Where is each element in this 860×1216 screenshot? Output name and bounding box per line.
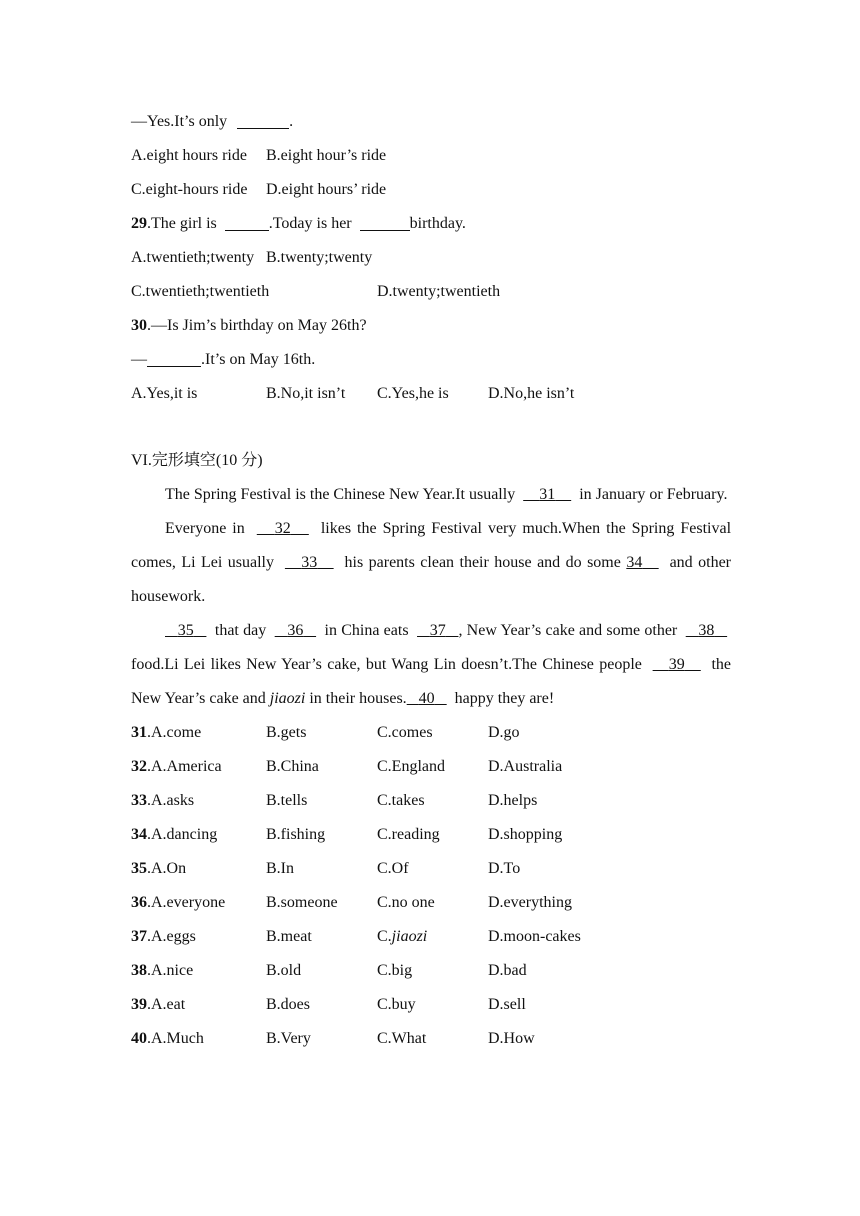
- q29-question: [131, 207, 731, 241]
- question-number: 33: [131, 792, 147, 809]
- passage-text: his parents clean their house and do some: [344, 554, 621, 571]
- passage-text: likes the Spring Festival very much.When the Spring: [320, 520, 675, 537]
- question-number: 34: [131, 826, 147, 843]
- question-number: 30: [131, 317, 147, 334]
- question-number: 29: [131, 215, 147, 232]
- option-a: .A.everyone: [147, 894, 226, 911]
- cloze-question-row: [131, 750, 731, 784]
- passage-text: and other housework.: [131, 554, 732, 605]
- passage-text: are!: [529, 690, 555, 707]
- q30-text: .—Is Jim’s birthday on May 26th?: [147, 317, 367, 334]
- option-a: .A.dancing: [147, 826, 218, 843]
- option-d: D.To: [488, 860, 521, 877]
- option-a: .A.America: [147, 758, 222, 775]
- cloze-question-row: [131, 988, 731, 1022]
- q29-option-d: D.twenty;twentieth: [377, 283, 501, 300]
- option-b: B.fishing: [266, 826, 326, 843]
- blank-32: [257, 520, 309, 537]
- question-number: 40: [131, 1030, 147, 1047]
- option-d: D.everything: [488, 894, 572, 911]
- blank-39: [653, 656, 701, 673]
- q28-options-row-1: [131, 139, 731, 173]
- blank-34: [626, 554, 658, 571]
- passage-text: food.Li Lei likes New Year’s cake, but Wang Lin doesn’t.The Chinese: [131, 656, 594, 673]
- cloze-questions: [131, 716, 731, 1056]
- cloze-question-row: [131, 886, 731, 920]
- q30-reply-line: [131, 343, 731, 377]
- option-d: D.moon-cakes: [488, 928, 581, 945]
- option-c: C.What: [377, 1030, 427, 1047]
- q30-blank: [147, 348, 201, 367]
- option-c: C.no one: [377, 894, 435, 911]
- q30-option-a: A.Yes,it is: [131, 385, 198, 402]
- worksheet-page: [131, 105, 731, 1056]
- option-d: D.shopping: [488, 826, 563, 843]
- q29-option-b: B.twenty;twenty: [266, 249, 373, 266]
- passage-text: Everyone in: [165, 520, 245, 537]
- blank-37: [417, 622, 458, 639]
- option-b: B.meat: [266, 928, 312, 945]
- question-number: 32: [131, 758, 147, 775]
- option-c: C.takes: [377, 792, 425, 809]
- q30-options-row: [131, 377, 731, 411]
- q28-option-d: D.eight hours’ ride: [266, 181, 387, 198]
- option-d: D.bad: [488, 962, 527, 979]
- option-c: C.England: [377, 758, 445, 775]
- cloze-question-row: [131, 852, 731, 886]
- option-b: B.someone: [266, 894, 338, 911]
- q30-option-d: D.No,he isn’t: [488, 385, 575, 402]
- q28-option-a: A.eight hours ride: [131, 147, 247, 164]
- passage-text: in January or: [579, 486, 663, 503]
- q28-reply-text: —Yes.It’s only: [131, 113, 228, 130]
- passage-text: the New Year’s cake and: [131, 656, 732, 707]
- blank-35: [165, 622, 206, 639]
- blank-40: [407, 690, 447, 707]
- option-c: C.buy: [377, 996, 416, 1013]
- q28-end: .: [289, 113, 294, 130]
- option-b: B.China: [266, 758, 319, 775]
- blank-31: [523, 486, 571, 503]
- passage-text: February.: [666, 486, 728, 503]
- cloze-question-row: [131, 954, 731, 988]
- option-d: D.How: [488, 1030, 535, 1047]
- passage-text: , New Year’s cake and some: [458, 622, 641, 639]
- passage-text: other: [644, 622, 678, 639]
- option-d: D.go: [488, 724, 520, 741]
- blank-39-number: 39: [668, 656, 685, 673]
- passage-text: that day: [214, 622, 267, 639]
- option-b: B.tells: [266, 792, 308, 809]
- option-b: B.Very: [266, 1030, 311, 1047]
- option-c: C.comes: [377, 724, 433, 741]
- option-d: D.sell: [488, 996, 526, 1013]
- option-a: .A.nice: [147, 962, 194, 979]
- option-c-prefix: C.: [377, 928, 392, 945]
- cloze-question-row: [131, 920, 731, 954]
- option-c: C.big: [377, 962, 413, 979]
- passage-text: in China eats: [324, 622, 409, 639]
- question-number: 37: [131, 928, 147, 945]
- option-a: .A.asks: [147, 792, 195, 809]
- question-number: 35: [131, 860, 147, 877]
- option-c: C.reading: [377, 826, 440, 843]
- q28-option-b: B.eight hour’s ride: [266, 147, 387, 164]
- q28-reply-line: [131, 105, 731, 139]
- option-a: .A.Much: [147, 1030, 204, 1047]
- cloze-question-row: [131, 1022, 731, 1056]
- option-b: B.In: [266, 860, 294, 877]
- question-number: 31: [131, 724, 147, 741]
- passage-text: people: [599, 656, 642, 673]
- q29-option-c: C.twentieth;twentieth: [131, 283, 270, 300]
- q29-text-a: .The girl is: [147, 215, 217, 232]
- question-number: 39: [131, 996, 147, 1013]
- blank-31-number: 31: [539, 486, 556, 503]
- passage-paragraph-3: [131, 614, 731, 716]
- option-d: D.Australia: [488, 758, 563, 775]
- option-c-italic: jiaozi: [391, 928, 428, 945]
- option-b: B.does: [266, 996, 310, 1013]
- q29-options-row-2: [131, 275, 731, 309]
- blank-34-number: 34: [626, 554, 643, 571]
- question-number: 38: [131, 962, 147, 979]
- q30-reply-text: .It’s on May 16th.: [201, 351, 316, 368]
- q28-blank: [237, 110, 289, 129]
- option-a: .A.eggs: [147, 928, 196, 945]
- q28-option-c: C.eight-hours ride: [131, 181, 248, 198]
- q30-question: [131, 309, 731, 343]
- cloze-question-row: [131, 784, 731, 818]
- option-a: .A.eat: [147, 996, 186, 1013]
- cloze-question-row: [131, 716, 731, 750]
- q29-option-a: A.twentieth;twenty: [131, 249, 255, 266]
- blank-33-number: 33: [301, 554, 318, 571]
- option-a: .A.come: [147, 724, 202, 741]
- blank-37-number: 37: [429, 622, 446, 639]
- blank-36-number: 36: [287, 622, 304, 639]
- q29-options-row-1: [131, 241, 731, 275]
- q29-text-b: .Today is her: [268, 215, 352, 232]
- blank-36: [275, 622, 316, 639]
- passage-italic-word: jiaozi: [269, 690, 306, 707]
- q30-option-c: C.Yes,he is: [377, 385, 449, 402]
- blank-38: [686, 622, 727, 639]
- option-b: B.old: [266, 962, 302, 979]
- question-number: 36: [131, 894, 147, 911]
- option-c: [377, 920, 427, 954]
- passage-text: Festival comes, Li Lei usually: [131, 520, 732, 571]
- section-title: VI.完形填空(10 分): [131, 452, 263, 469]
- q28-options-row-2: [131, 173, 731, 207]
- passage-paragraph-2: [131, 512, 731, 614]
- q29-text-c: birthday.: [409, 215, 466, 232]
- option-d: D.helps: [488, 792, 538, 809]
- option-b: B.gets: [266, 724, 307, 741]
- blank-40-number: 40: [418, 690, 435, 707]
- q30-dash: —: [131, 351, 147, 368]
- passage-paragraph-1: [131, 478, 731, 512]
- blank-38-number: 38: [698, 622, 715, 639]
- q29-blank-1: [225, 212, 269, 231]
- cloze-question-row: [131, 818, 731, 852]
- blank-33: [285, 554, 334, 571]
- option-c: C.Of: [377, 860, 409, 877]
- passage-text: happy they: [454, 690, 526, 707]
- passage-text: The Spring Festival is the Chinese New Year.It usually: [165, 486, 516, 503]
- option-a: .A.On: [147, 860, 187, 877]
- q30-option-b: B.No,it isn’t: [266, 385, 346, 402]
- blank-35-number: 35: [177, 622, 194, 639]
- q29-blank-2: [360, 212, 410, 231]
- passage-text: in their houses.: [309, 690, 407, 707]
- blank-32-number: 32: [274, 520, 291, 537]
